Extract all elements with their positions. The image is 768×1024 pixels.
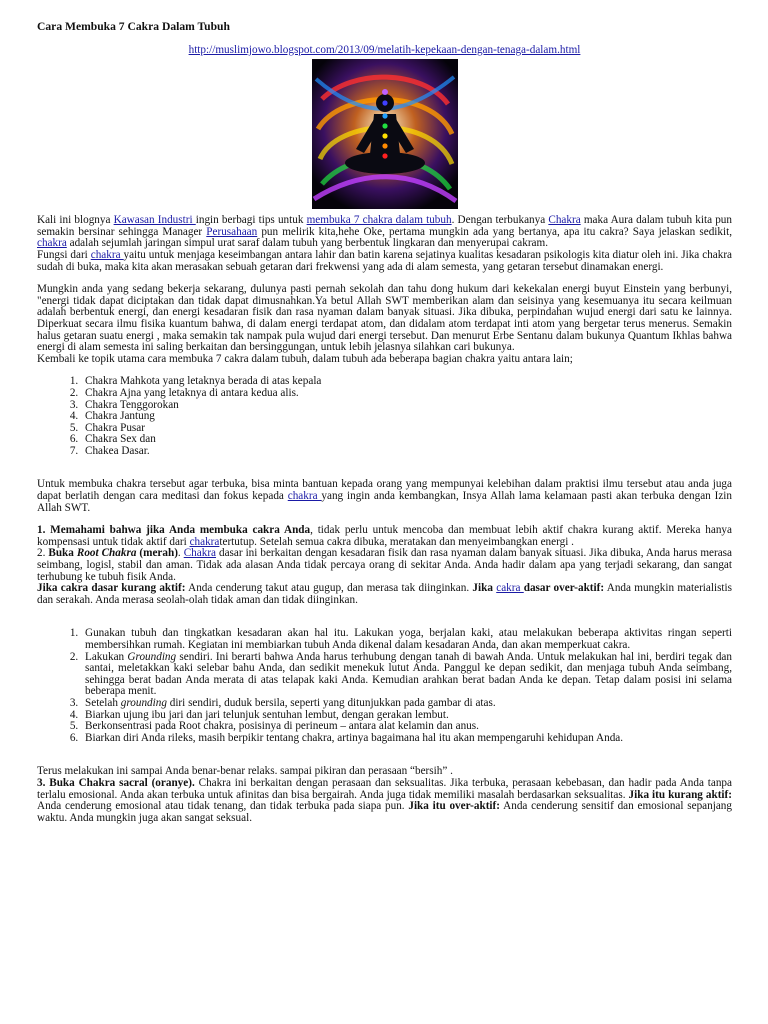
function-paragraph: Fungsi dari chakra yaitu untuk menjaga keseimbangan antara lahir dan batin karena sejatinya kualitas kesadaran psikologis kita diatur oleh ini. Jika chakra sudah di buka, maka kita akan merasakan sebuah getaran dari frekwensi yang ada di alam semesta, yang getaran tersebut dinamakan energi. (37, 248, 733, 273)
topic-paragraph: Kembali ke topik utama cara membuka 7 cakra dalam tubuh, dalam tubuh ada beberapa bagian chakra yaitu antara lain; (37, 352, 573, 365)
list-item: 2. Lakukan Grounding sendiri. Ini berarti bahwa Anda harus terhubung dengan tanah di bawah Anda. Untuk melakukan hal ini, berdiri tegak dan santai, meletakkan kaki selebar bahu Anda, dan sedikit menekuk lutut Anda. Panggul ke depan sedikit, dan menjaga tubuh Anda seimbang, sehingga berat badan Anda merata di atas telapak kaki Anda. Kemudian arahkan berat badan Anda ke depan. Tetap dalam posisi ini selama beberapa menit. (81, 652, 732, 698)
list-item: 3. Setelah grounding diri sendiri, duduk bersila, seperti yang ditunjukkan pada gambar di atas. (81, 698, 732, 710)
opening-paragraph: Untuk membuka chakra tersebut agar terbuka, bisa minta bantuan kepada orang yang mempunyai kelebihan dalam praktisi ilmu tersebut atau anda juga dapat berlatih dengan cara meditasi dan fokus kepada chakra yang ingin anda kembangkan, Insya Allah lama kelamaan pasti akan terbuka dengan Izin Allah SWT. (37, 478, 733, 514)
root-chakra-steps (37, 628, 732, 744)
list-item: 6. Chakra Sex dan (81, 434, 732, 446)
list-item: 5. Chakra Pusar (81, 423, 732, 435)
list-item: 7. Chakea Dasar. (81, 446, 732, 458)
chakra-link[interactable]: Chakra (548, 214, 581, 227)
list-item: 2. Chakra Ajna yang letaknya di antara kedua alis. (81, 388, 732, 400)
chakra-link[interactable]: chakra (287, 490, 322, 503)
chakra-link[interactable]: chakra (189, 535, 220, 548)
list-item: 4. Chakra Jantung (81, 411, 732, 423)
root-chakra-activity: Jika cakra dasar kurang aktif: Anda cenderung takut atau gugup, dan merasa tak diinginkan. Jika cakra dasar over-aktif: Anda mungkin materialistis dan serakah. Anda merasa seolah-olah tidak aman dan tidak diinginkan. (37, 582, 733, 606)
document-page (37, 21, 732, 824)
kawasan-industri-link[interactable]: Kawasan Industri (113, 214, 196, 227)
document-title: Cara Membuka 7 Cakra Dalam Tubuh (37, 20, 230, 33)
source-line (37, 45, 732, 57)
source-link[interactable]: http://muslimjowo.blogspot.com/2013/09/melatih-kepekaan-dengan-tenaga-dalam.html (188, 43, 581, 56)
chakra-link[interactable]: chakra (37, 237, 67, 250)
cakra-link[interactable]: cakra (496, 582, 524, 595)
section-2-root-chakra: 2. Buka Root Chakra (merah). Chakra dasar ini berkaitan dengan kesadaran fisik dan rasa nyaman dalam banyak situasi. Jika dibuka, Anda harus merasa seimbang, logisl, stabil dan aman. Tidak ada alasan Anda tidak percaya orang di sekitar Anda. Anda hadir dalam apa yang terjadi sekarang, dan sangat terhubung ke tubuh fisik Anda. (37, 547, 733, 583)
list-item: 1. Chakra Mahkota yang letaknya berada di atas kepala (81, 376, 732, 388)
relax-paragraph: Terus melakukan ini sampai Anda benar-benar relaks. sampai pikiran dan perasaan “bersih” . (37, 765, 453, 778)
section-1: 1. Memahami bahwa jika Anda membuka cakra Anda, tidak perlu untuk mencoba dan membuat lebih aktif chakra kurang aktif. Mereka hanya kompensasi untuk tidak aktif dari chakratertutup. Setelah semua cakra dibuka, meratakan dan menyeimbangkan energi . (37, 524, 732, 548)
list-item: 6. Biarkan diri Anda rileks, masih berpikir tentang chakra, artinya bagaimana hal itu akan mempengaruhi kehidupan Anda. (81, 733, 732, 745)
meditation-chakra-figure-icon (312, 59, 458, 209)
perusahaan-link[interactable]: Perusahaan (206, 225, 258, 238)
chakra-list (37, 376, 732, 457)
chakra-link[interactable]: chakra (90, 248, 124, 261)
chakra-link[interactable]: Chakra (183, 547, 217, 560)
intro-paragraph: Kali ini blognya Kawasan Industri ingin berbagi tips untuk membuka 7 chakra dalam tubuh. Dengan terbukanya Chakra maka Aura dalam tubuh kita pun semakin bersinar sehingga Manager Perusahaan pun melirik kita,hehe Oke, pertama mungkin ada yang bertanya, apa itu cakra? Saya jelaskan sedikit, chakra adalah sejumlah jaringan simpul urat saraf dalam tubuh yang berbentuk lingkaran dan menyerupai cakram. (37, 214, 733, 250)
list-item: 4. Biarkan ujung ibu jari dan jari telunjuk sentuhan lembut, dengan gerakan lembut. (81, 710, 732, 722)
membuka-chakra-link[interactable]: membuka 7 chakra dalam tubuh (306, 214, 452, 227)
section-3-sacral-chakra: 3. Buka Chakra sacral (oranye). Chakra ini berkaitan dengan perasaan dan seksualitas. Jika terbuka, perasaan kebebasan, dan hadir pada Anda tanpa terlalu emosional. Anda akan terbuka untuk afinitas dan bisa bergairah. Anda juga tidak memiliki masalah berdasarkan seksualitas. Jika itu kurang aktif: Anda cenderung emosional atau tidak tenang, dan tidak terbuka pada siapa pun. Jika itu over-aktif: Anda cenderung sensitif dan emosional sepanjang waktu. Anda mungkin juga akan sangat seksual. (37, 776, 732, 824)
list-item: 5. Berkonsentrasi pada Root chakra, posisinya di perineum – antara alat kelamin dan anus. (81, 721, 732, 733)
energy-paragraph: Mungkin anda yang sedang bekerja sekarang, dulunya pasti pernah sekolah dan tahu dong hukum dari kekekalan energi buyut Einstein yang berbunyi, "energi tidak dapat diciptakan dan tidak dapat dimusnahkan.Ya betul Allah SWT memberikan alam dan seisinya yang kesemuanya itu secara keilmuan adalah berbentuk energi, dan energi kesadaran fisik dan rasa nyaman dalam banyak situasi. Jika dibuka, perpindahan wujud energi dari satu ke lainnya. Diperkuat secara ilmu fisika kuantum bahwa, di dalam energi terdapat atom, dan didalam atom terdapat inti atom yang bergetar terus menerus. Semakin halus getaran suatu energi , maka semakin tak nampak pula wujud dari energi tersebut. Dan menurut Erbe Sentanu dalam bukunya Quantum Ikhlas bahwa energi di alam semesta ini saling berkaitan dan bersinggungan, untuk lebih jelasnya silahkan cari bukunya. (37, 283, 732, 354)
list-item: 1. Gunakan tubuh dan tingkatkan kesadaran akan hal itu. Lakukan yoga, berjalan kaki, atau melakukan beberapa aktivitas ringan seperti membersihkan rumah. Kegiatan ini membiarkan tubuh Anda dikenal dalam kesadaran Anda, dan akan memperkuat cakra. (81, 628, 732, 651)
list-item: 3. Chakra Tenggorokan (81, 400, 732, 412)
